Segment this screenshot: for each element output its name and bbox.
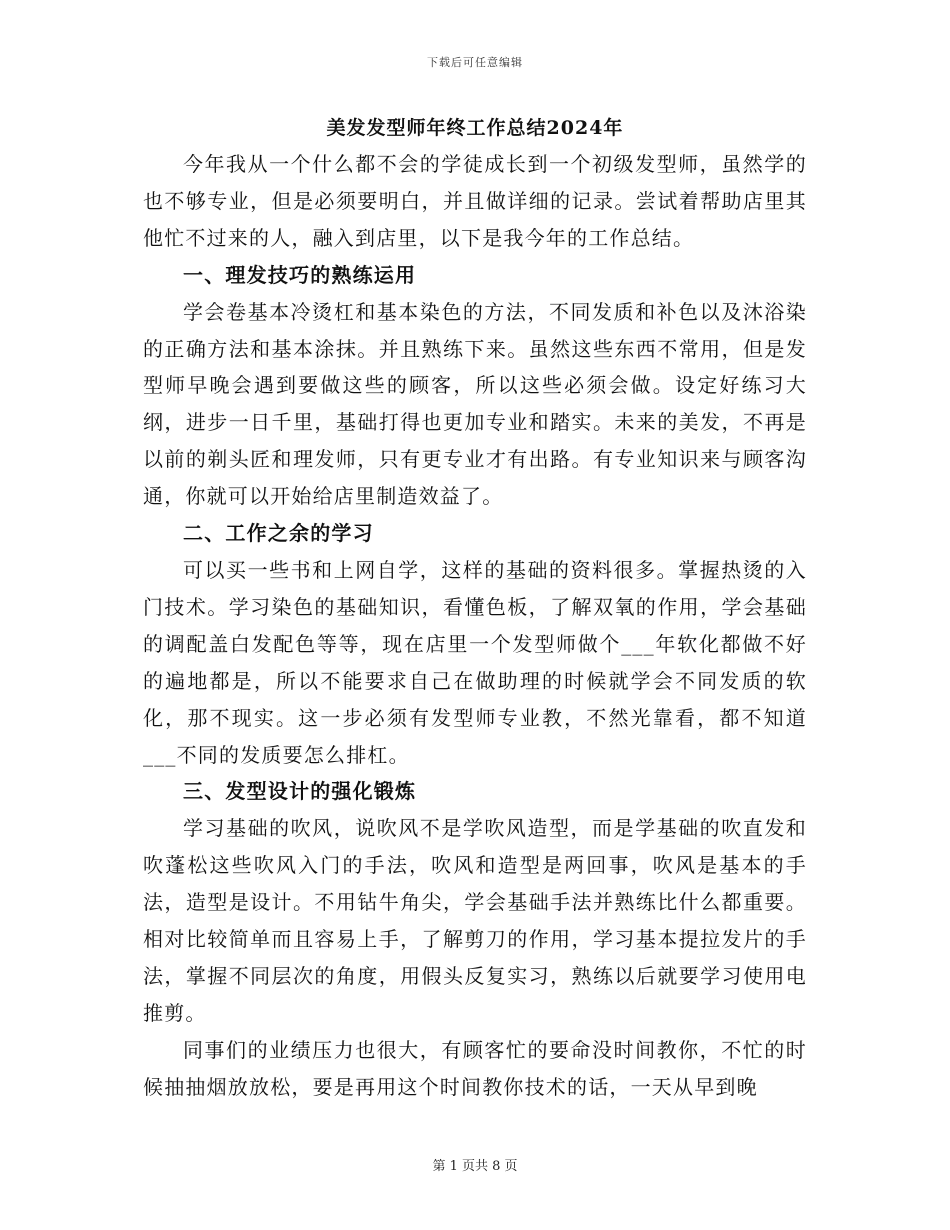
section-heading-3: 三、发型设计的强化锻炼 xyxy=(183,779,417,804)
paragraph-section-3: 学习基础的吹风，说吹风不是学吹风造型，而是学基础的吹直发和吹蓬松这些吹风入门的手法，吹风和造型是两回事，吹风是基本的手法，造型是设计。不用钻牛角尖，学会基础手法并熟练比什么都重要。相对比较简单而且容易上手，了解剪刀的作用，学习基本提拉发片的手法，掌握不同层次的角度，用假头反复实习，熟练以后就要学习使用电推剪。 xyxy=(143,816,807,1025)
page-header: 下载后可任意编辑 xyxy=(427,56,523,69)
document-body xyxy=(143,146,807,1106)
document-title: 美发发型师年终工作总结2024年 xyxy=(326,117,624,139)
paragraph-intro: 今年我从一个什么都不会的学徒成长到一个初级发型师，虽然学的也不够专业，但是必须要明白，并且做详细的记录。尝试着帮助店里其他忙不过来的人，融入到店里，以下是我今年的工作总结。 xyxy=(143,152,807,250)
paragraph-continued: 同事们的业绩压力也很大，有顾客忙的要命没时间教你，不忙的时候抽抽烟放放松，要是再用这个时间教你技术的话，一天从早到晚 xyxy=(143,1037,807,1099)
paragraph-section-1: 学会卷基本冷烫杠和基本染色的方法，不同发质和补色以及沐浴染的正确方法和基本涂抹。并且熟练下来。虽然这些东西不常用，但是发型师早晚会遇到要做这些的顾客，所以这些必须会做。设定好练习大纲，进步一日千里，基础打得也更加专业和踏实。未来的美发，不再是以前的剃头匠和理发师，只有更专业才有出路。有专业知识来与顾客沟通，你就可以开始给店里制造效益了。 xyxy=(143,299,807,509)
section-heading-2: 二、工作之余的学习 xyxy=(183,521,374,546)
section-heading-1: 一、理发技巧的熟练运用 xyxy=(183,262,417,287)
paragraph-section-2: 可以买一些书和上网自学，这样的基础的资料很多。掌握热烫的入门技术。学习染色的基础知识，看懂色板，了解双氧的作用，学会基础的调配盖白发配色等等，现在店里一个发型师做个___年软化都做不好的遍地都是，所以不能要求自己在做助理的时候就学会不同发质的软化，那不现实。这一步必须有发型师专业教，不然光靠看，都不知道___不同的发质要怎么排杠。 xyxy=(143,557,807,767)
page-footer: 第 1 页共 8 页 xyxy=(432,1159,518,1174)
